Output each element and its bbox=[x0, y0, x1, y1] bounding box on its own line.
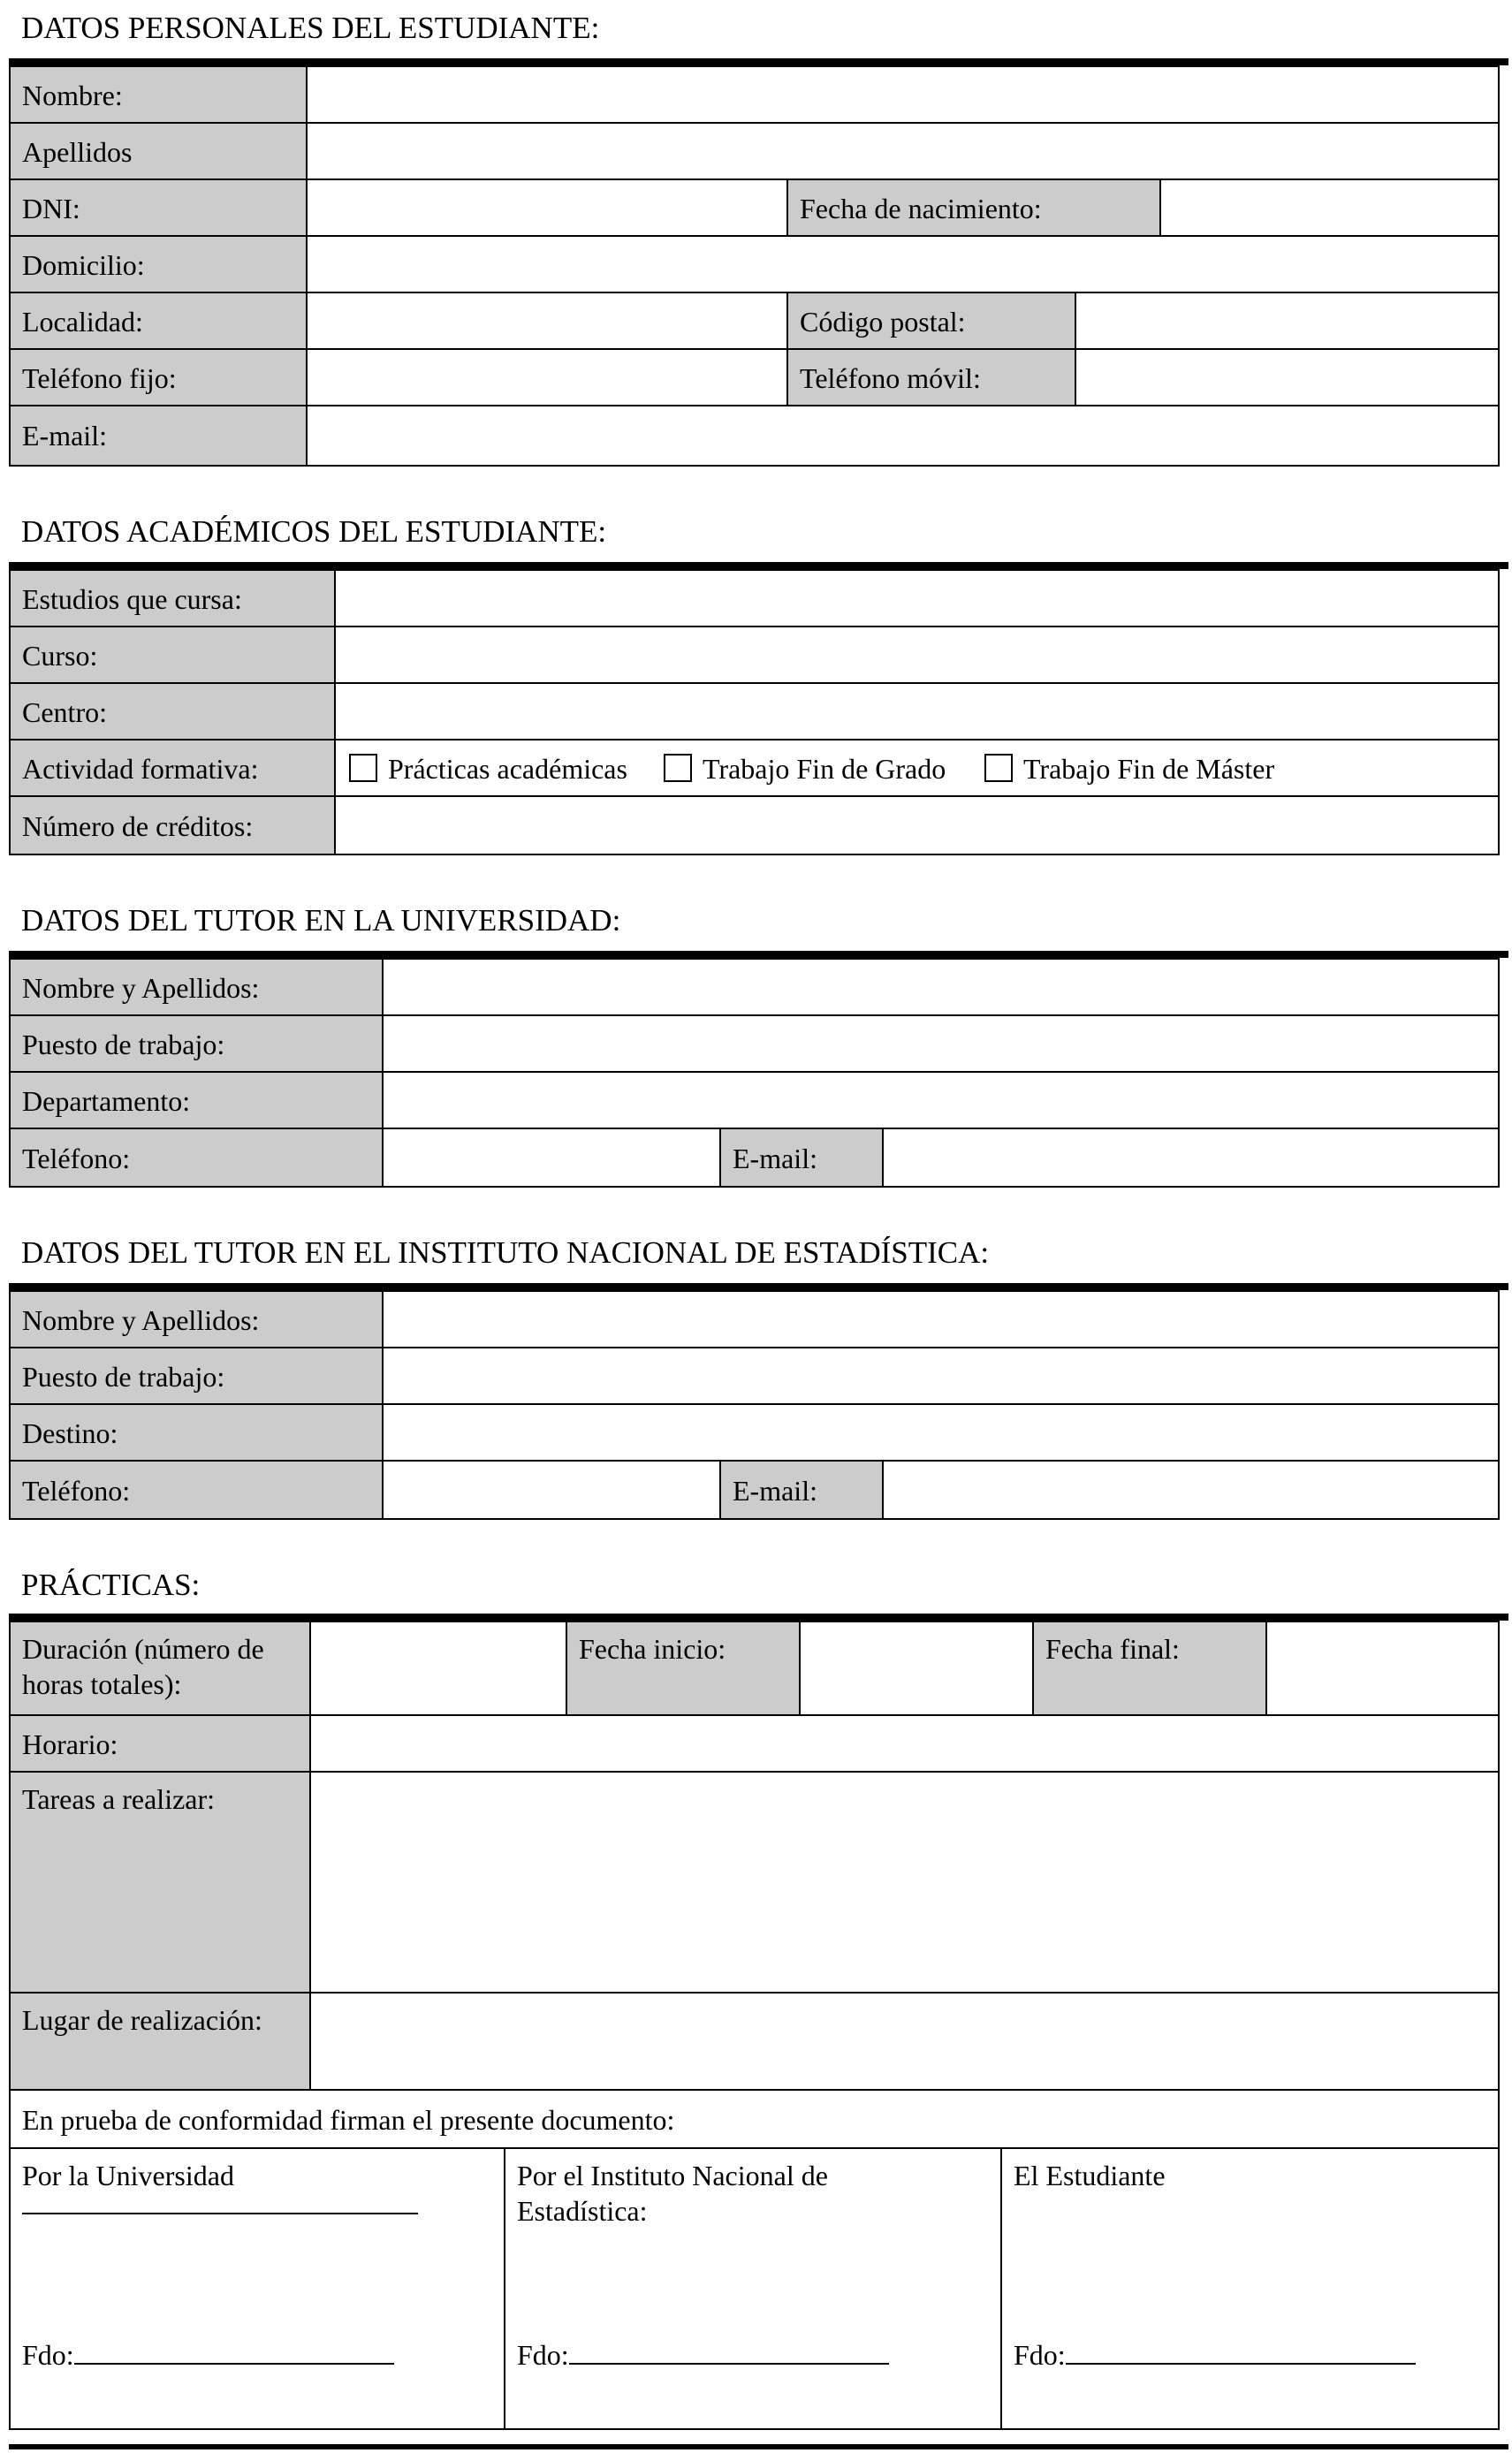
conformidad-statement: En prueba de conformidad firman el presente documento: bbox=[22, 2104, 675, 2136]
creditos-field[interactable] bbox=[334, 795, 1500, 855]
horario-field[interactable] bbox=[309, 1714, 1500, 1773]
email-label-cell bbox=[9, 405, 308, 467]
tutor-ine-email-field[interactable] bbox=[882, 1460, 1500, 1520]
dni-label-cell bbox=[9, 178, 308, 237]
codigo-postal-field[interactable] bbox=[1075, 292, 1500, 350]
tutor-uni-section-title: DATOS DEL TUTOR EN LA UNIVERSIDAD: bbox=[21, 903, 621, 938]
academic-section-title: DATOS ACADÉMICOS DEL ESTUDIANTE: bbox=[21, 514, 607, 549]
fdo-label: Fdo: bbox=[517, 2339, 569, 2371]
practicas-academicas-checkbox[interactable] bbox=[349, 754, 377, 782]
horario-label-cell bbox=[9, 1714, 311, 1773]
domicilio-label-cell bbox=[9, 235, 308, 293]
horario-label: Horario: bbox=[22, 1728, 118, 1760]
tutor-uni-telefono-label: Teléfono: bbox=[22, 1143, 131, 1174]
tutor-uni-telefono-field[interactable] bbox=[382, 1128, 721, 1188]
curso-field[interactable] bbox=[334, 626, 1500, 684]
fdo-label: Fdo: bbox=[1014, 2339, 1066, 2371]
section-divider bbox=[9, 58, 1508, 65]
firma-ine-title bbox=[517, 2158, 828, 2229]
codigo-postal-label: Código postal: bbox=[800, 306, 966, 338]
actividad-label: Actividad formativa: bbox=[22, 753, 259, 785]
tutor-ine-telefono-label: Teléfono: bbox=[22, 1475, 131, 1507]
personal-section-title: DATOS PERSONALES DEL ESTUDIANTE: bbox=[21, 11, 600, 45]
fecha-final-field[interactable] bbox=[1265, 1621, 1500, 1716]
firma-universidad-signature-line[interactable] bbox=[22, 2213, 418, 2214]
tutor-ine-destino-field[interactable] bbox=[382, 1403, 1500, 1462]
firma-estudiante-fdo bbox=[1014, 2336, 1416, 2373]
tareas-field[interactable] bbox=[309, 1771, 1500, 1994]
firma-universidad-fdo bbox=[22, 2336, 394, 2373]
practicas-section-title: PRÁCTICAS: bbox=[21, 1568, 201, 1602]
domicilio-label: Domicilio: bbox=[22, 249, 145, 281]
tutor-uni-puesto-label: Puesto de trabajo: bbox=[22, 1029, 225, 1060]
bottom-divider bbox=[9, 2444, 1508, 2449]
creditos-label-cell bbox=[9, 795, 336, 855]
conformidad-row bbox=[9, 2089, 1500, 2149]
practicas-academicas-option-label: Prácticas académicas bbox=[388, 753, 627, 785]
tutor-ine-destino-label: Destino: bbox=[22, 1417, 118, 1449]
telefono-fijo-field[interactable] bbox=[306, 348, 788, 406]
tutor-ine-nombre-label: Nombre y Apellidos: bbox=[22, 1304, 260, 1336]
tutor-ine-destino-label-cell bbox=[9, 1403, 384, 1462]
trabajo-fin-grado-option-label: Trabajo Fin de Grado bbox=[703, 753, 946, 785]
fecha-final-label: Fecha final: bbox=[1045, 1633, 1180, 1665]
firma-estudiante-title: El Estudiante bbox=[1014, 2160, 1166, 2191]
trabajo-fin-grado-checkbox[interactable] bbox=[664, 754, 692, 782]
creditos-label: Número de créditos: bbox=[22, 810, 254, 842]
estudios-field[interactable] bbox=[334, 569, 1500, 627]
email-field[interactable] bbox=[306, 405, 1500, 467]
lugar-label: Lugar de realización: bbox=[22, 2004, 262, 2036]
fecha-final-label-cell bbox=[1032, 1621, 1267, 1716]
firma-ine-title-line-1: Por el Instituto Nacional de bbox=[517, 2160, 828, 2191]
apellidos-label-cell bbox=[9, 122, 308, 180]
fdo-signature-line[interactable] bbox=[569, 2336, 889, 2365]
fecha-nacimiento-label-cell bbox=[786, 178, 1161, 237]
tutor-uni-nombre-field[interactable] bbox=[382, 958, 1500, 1016]
duracion-label bbox=[22, 1631, 264, 1702]
tutor-ine-puesto-label-cell bbox=[9, 1347, 384, 1405]
estudios-label-cell bbox=[9, 569, 336, 627]
curso-label: Curso: bbox=[22, 640, 98, 672]
firma-ine-fdo bbox=[517, 2336, 889, 2373]
telefono-fijo-label: Teléfono fijo: bbox=[22, 362, 177, 394]
nombre-field[interactable] bbox=[306, 65, 1500, 124]
section-divider bbox=[9, 1283, 1508, 1290]
localidad-label-cell bbox=[9, 292, 308, 350]
tutor-uni-email-field[interactable] bbox=[882, 1128, 1500, 1188]
section-divider bbox=[9, 951, 1508, 958]
apellidos-field[interactable] bbox=[306, 122, 1500, 180]
firma-universidad-title: Por la Universidad bbox=[22, 2160, 234, 2191]
telefono-fijo-label-cell bbox=[9, 348, 308, 406]
section-divider bbox=[9, 562, 1508, 569]
centro-field[interactable] bbox=[334, 682, 1500, 740]
tutor-uni-email-label: E-mail: bbox=[733, 1143, 817, 1174]
telefono-movil-field[interactable] bbox=[1075, 348, 1500, 406]
tutor-uni-nombre-label: Nombre y Apellidos: bbox=[22, 972, 260, 1004]
fdo-label: Fdo: bbox=[22, 2339, 74, 2371]
firma-ine-title-line-2: Estadística: bbox=[517, 2195, 648, 2227]
curso-label-cell bbox=[9, 626, 336, 684]
codigo-postal-label-cell bbox=[786, 292, 1076, 350]
fdo-signature-line[interactable] bbox=[1066, 2336, 1416, 2365]
trabajo-fin-master-option-label: Trabajo Fin de Máster bbox=[1023, 753, 1275, 785]
duracion-label-cell bbox=[9, 1621, 311, 1716]
tutor-uni-puesto-label-cell bbox=[9, 1014, 384, 1073]
lugar-field[interactable] bbox=[309, 1992, 1500, 2091]
tareas-label-cell bbox=[9, 1771, 311, 1994]
dni-field[interactable] bbox=[306, 178, 788, 237]
tutor-ine-telefono-label-cell bbox=[9, 1460, 384, 1520]
tareas-label: Tareas a realizar: bbox=[22, 1783, 216, 1815]
tutor-ine-section-title: DATOS DEL TUTOR EN EL INSTITUTO NACIONAL DE ESTADÍSTICA: bbox=[21, 1235, 990, 1270]
tutor-ine-puesto-field[interactable] bbox=[382, 1347, 1500, 1405]
trabajo-fin-master-checkbox[interactable] bbox=[984, 754, 1013, 782]
actividad-label-cell bbox=[9, 739, 336, 797]
tutor-ine-puesto-label: Puesto de trabajo: bbox=[22, 1361, 225, 1393]
firma-estudiante-cell bbox=[1000, 2147, 1500, 2430]
tutor-ine-email-label: E-mail: bbox=[733, 1475, 817, 1507]
localidad-label: Localidad: bbox=[22, 306, 143, 338]
firma-universidad-cell bbox=[9, 2147, 505, 2430]
tutor-uni-telefono-label-cell bbox=[9, 1128, 384, 1188]
telefono-movil-label: Teléfono móvil: bbox=[800, 362, 981, 394]
tutor-ine-email-label-cell bbox=[719, 1460, 884, 1520]
tutor-uni-departamento-field[interactable] bbox=[382, 1071, 1500, 1129]
firma-ine-cell bbox=[504, 2147, 1002, 2430]
estudios-label: Estudios que cursa: bbox=[22, 583, 242, 615]
fecha-inicio-label-cell bbox=[566, 1621, 801, 1716]
fecha-inicio-field[interactable] bbox=[799, 1621, 1034, 1716]
fecha-nacimiento-label: Fecha de nacimiento: bbox=[800, 193, 1042, 224]
nombre-label-cell bbox=[9, 65, 308, 124]
localidad-field[interactable] bbox=[306, 292, 788, 350]
tutor-uni-departamento-label-cell bbox=[9, 1071, 384, 1129]
duracion-label-line-2: horas totales): bbox=[22, 1668, 182, 1700]
centro-label: Centro: bbox=[22, 696, 107, 728]
lugar-label-cell bbox=[9, 1992, 311, 2091]
domicilio-field[interactable] bbox=[306, 235, 1500, 293]
apellidos-label: Apellidos bbox=[22, 136, 133, 168]
fecha-inicio-label: Fecha inicio: bbox=[579, 1633, 726, 1665]
email-label: E-mail: bbox=[22, 420, 107, 452]
centro-label-cell bbox=[9, 682, 336, 740]
tutor-uni-nombre-label-cell bbox=[9, 958, 384, 1016]
tutor-ine-nombre-field[interactable] bbox=[382, 1290, 1500, 1348]
fdo-signature-line[interactable] bbox=[74, 2336, 394, 2365]
dni-label: DNI: bbox=[22, 193, 80, 224]
tutor-uni-departamento-label: Departamento: bbox=[22, 1085, 191, 1117]
duracion-label-line-1: Duración (número de bbox=[22, 1633, 264, 1665]
tutor-ine-telefono-field[interactable] bbox=[382, 1460, 721, 1520]
tutor-uni-email-label-cell bbox=[719, 1128, 884, 1188]
actividad-options-cell bbox=[334, 739, 1500, 797]
tutor-uni-puesto-field[interactable] bbox=[382, 1014, 1500, 1073]
duracion-field[interactable] bbox=[309, 1621, 567, 1716]
fecha-nacimiento-field[interactable] bbox=[1159, 178, 1500, 237]
section-divider bbox=[9, 1614, 1508, 1621]
tutor-ine-nombre-label-cell bbox=[9, 1290, 384, 1348]
telefono-movil-label-cell bbox=[786, 348, 1076, 406]
nombre-label: Nombre: bbox=[22, 80, 123, 111]
